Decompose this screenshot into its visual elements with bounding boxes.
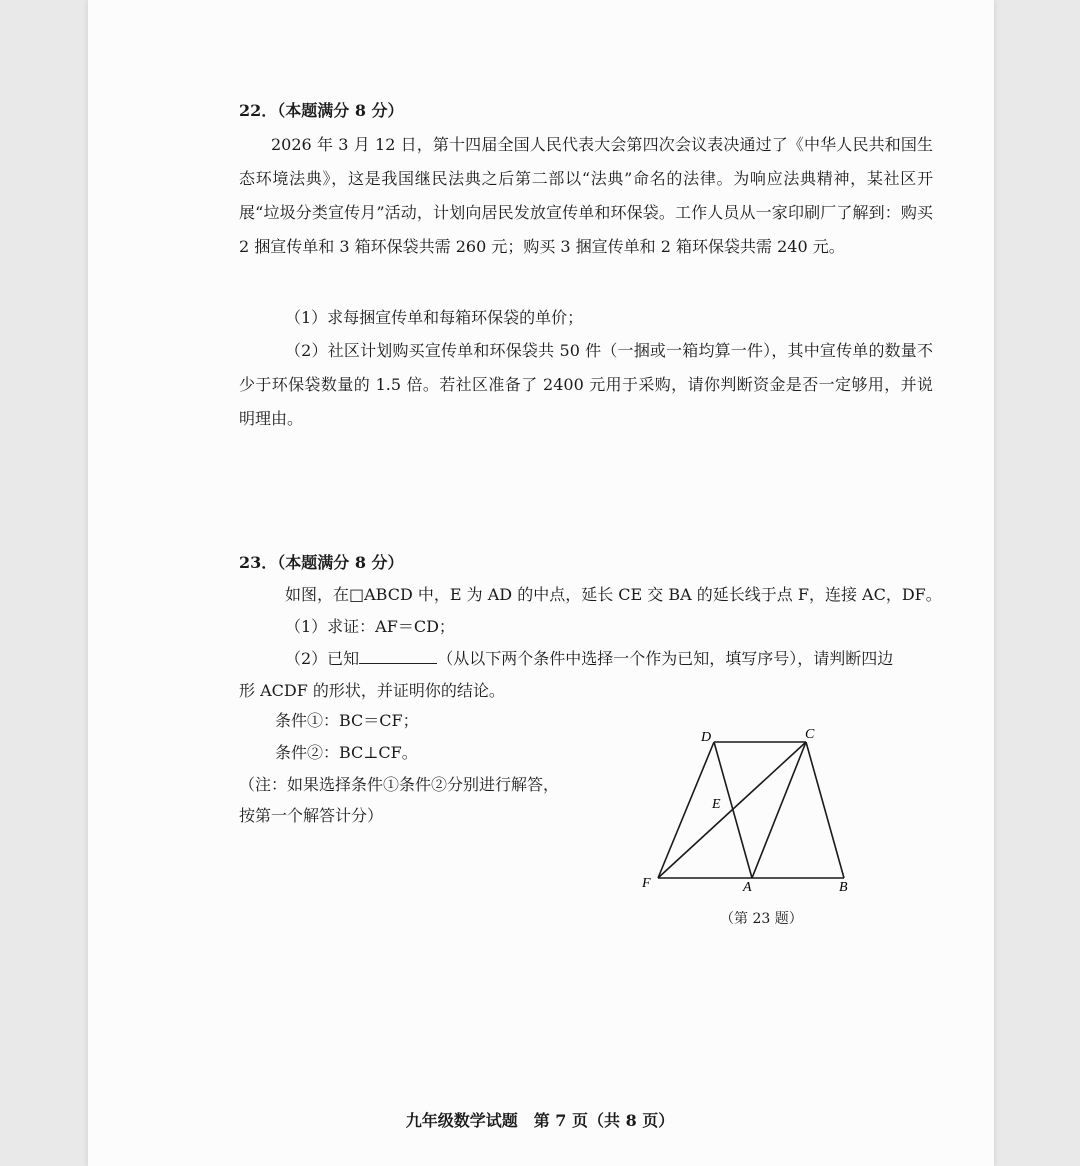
answer-blank[interactable] — [359, 649, 437, 664]
point-label-d: D — [701, 730, 712, 745]
note-line-2: 按第一个解答计分） — [239, 806, 384, 825]
question-23-intro: 如图，在□ABCD 中，E 为 AD 的中点，延长 CE 交 BA 的延长线于点 F，连接 AC，DF。 — [285, 585, 942, 604]
segment-cb — [806, 742, 844, 878]
segment-fc — [658, 742, 806, 878]
condition-1: 条件①：BC＝CF； — [275, 711, 419, 730]
point-label-c: C — [805, 727, 815, 742]
note-line-1: （注：如果选择条件①条件②分别进行解答， — [239, 775, 560, 794]
question-23-part-2-line — [285, 646, 893, 669]
condition-2: 条件②：BC⊥CF。 — [275, 743, 418, 762]
question-22-part-2: （2）社区计划购买宣传单和环保袋共 50 件（一捆或一箱均算一件），其中宣传单的数量不少于环保袋数量的 1.5 倍。若社区准备了 2400 元用于采购，请你判断资金是否一定够用，并说明理由。 — [239, 341, 933, 428]
question-23-part-2-rest: （从以下两个条件中选择一个作为已知，填写序号），请判断四边 — [437, 649, 894, 668]
point-label-b: B — [839, 880, 848, 895]
point-label-a: A — [743, 880, 752, 895]
point-label-e: E — [712, 797, 721, 812]
segment-fd — [658, 742, 714, 878]
question-23-part-1: （1）求证：AF＝CD； — [285, 617, 455, 636]
page-footer: 九年级数学试题 第 7 页（共 8 页） — [405, 1111, 675, 1130]
question-22-part-1: （1）求每捆宣传单和每箱环保袋的单价； — [285, 308, 584, 327]
question-23-heading: 23．（本题满分 8 分） — [239, 553, 404, 572]
question-23-part-2-end: 形 ACDF 的形状，并证明你的结论。 — [239, 681, 505, 700]
point-label-f: F — [642, 876, 651, 891]
figure-caption: （第 23 题） — [720, 911, 803, 927]
geometry-figure — [630, 722, 870, 902]
question-22-intro: 2026 年 3 月 12 日，第十四届全国人民代表大会第四次会议表决通过了《中华人民共和国生态环境法典》，这是我国继民法典之后第二部以“法典”命名的法律。为响应法典精神，某社区开展“垃圾分类宣传月”活动，计划向居民发放宣传单和环保袋。工作人员从一家印刷厂了解到：购买 2 捆宣传单和 3 箱环保袋共需 260 元；购买 3 捆宣传单和 2 箱环保袋共需 240 元。 — [239, 135, 933, 256]
question-22-heading: 22．（本题满分 8 分） — [239, 101, 404, 120]
segment-ac — [752, 742, 806, 878]
question-23-part-2-start: （2）已知 — [285, 649, 360, 668]
